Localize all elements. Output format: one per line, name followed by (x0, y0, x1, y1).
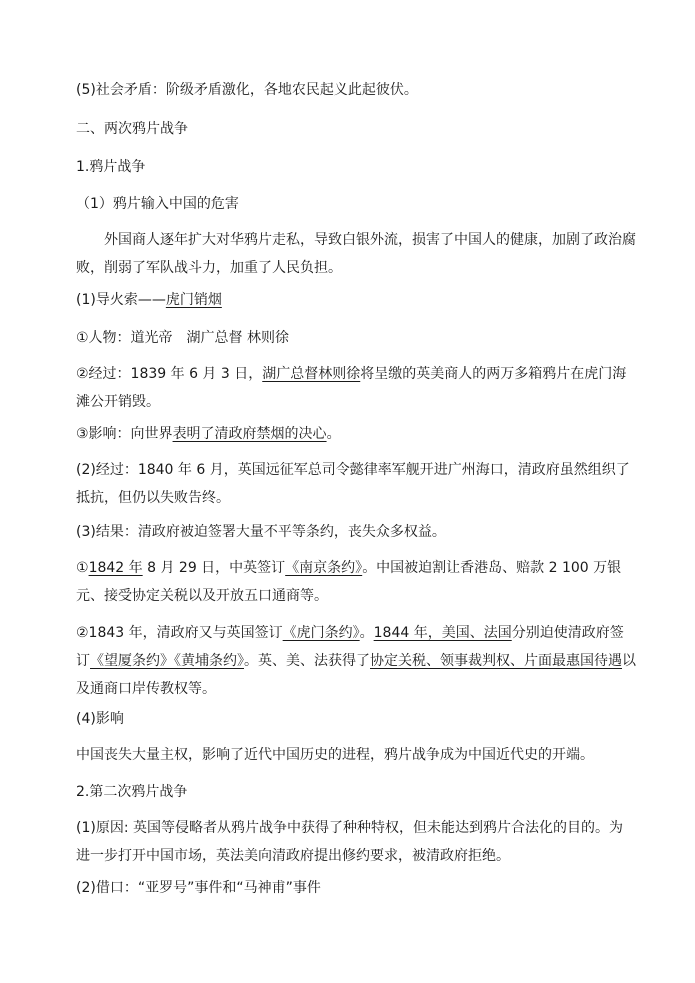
paragraph-social-conflict: (5)社会矛盾：阶级矛盾激化，各地农民起义此起彼伏。 (76, 82, 418, 98)
trigger-event: 虎门销烟 (165, 292, 222, 308)
paragraph-process (76, 360, 636, 416)
nanjing-treaty-name: 《南京条约》 (285, 560, 363, 576)
humen-suffix: 。 (359, 625, 374, 641)
influence-key-phrase: 表明了清政府禁烟的决心 (172, 426, 327, 442)
wangxia-huangpu-treaties: 《望厦条约》《黄埔条约》 (90, 653, 244, 669)
paragraph-influence (76, 423, 636, 445)
process-official: 湖广总督林则徐 (262, 366, 361, 382)
forced-sign: 分别迫使清政府签订 (76, 625, 624, 669)
nanjing-terms: 。中国被迫割让香港岛、赔款 2 100 万银元、接受协定关税以及开放五口通商等。 (76, 560, 622, 604)
section-heading-opium-wars: 二、两次鸦片战争 (76, 121, 188, 137)
paragraph-second-war-pretext: (2)借口：“亚罗号”事件和“马神甫”事件 (76, 880, 321, 896)
process-date: ②经过：1839 年 6 月 3 日， (76, 366, 263, 382)
subheading-impact: (4)影响 (76, 711, 124, 727)
paragraph-nanjing-treaty (76, 554, 636, 610)
paragraph-people: ①人物：道光帝 湖广总督 林则徐 (76, 330, 290, 346)
nanjing-marker: ① (76, 560, 89, 576)
gained-privileges: 协定关税、领事裁判权、片面最惠国待遇 (370, 653, 622, 669)
process-detail: 将呈缴的英美商人的两万多箱鸦片在虎门海滩公开销毁。 (76, 366, 627, 410)
paragraph-later-treaties (76, 619, 636, 703)
paragraph-opium-harm: 外国商人逐年扩大对华鸦片走私，导致白银外流，损害了中国人的健康，加剧了政治腐败，削弱了军队战斗力，加重了人民负担。 (76, 232, 636, 276)
subheading-opium-harm: （1）鸦片输入中国的危害 (76, 196, 239, 212)
subheading-first-opium-war: 1.鸦片战争 (76, 159, 146, 175)
paragraph-second-war-cause: (1)原因: 英国等侵略者从鸦片战争中获得了种种特权，但未能达到鸦片合法化的目的。为进一步打开中国市场，英法美向清政府提出修约要求，被清政府拒绝。 (76, 820, 623, 864)
paragraph-impact: 中国丧失大量主权，影响了近代中国历史的进程，鸦片战争成为中国近代史的开端。 (76, 747, 594, 763)
gained-suffix: 以及通商口岸传教权等。 (76, 653, 636, 697)
year-1844-us-france: 1844 年，美国、法国 (373, 625, 512, 641)
nanjing-year: 1842 年 (88, 560, 143, 576)
subheading-second-opium-war: 2.第二次鸦片战争 (76, 784, 188, 800)
nanjing-date: 8 月 29 日，中英签订 (142, 560, 286, 576)
gained-prefix: 。英、美、法获得了 (244, 653, 370, 669)
humen-treaty-name: 《虎门条约》 (282, 625, 360, 641)
paragraph-result: (3)结果：清政府被迫签署大量不平等条约，丧失众多权益。 (76, 524, 446, 540)
humen-prefix: ②1843 年，清政府又与英国签订 (76, 625, 283, 641)
influence-prefix: ③影响：向世界 (76, 426, 173, 442)
influence-suffix: 。 (326, 426, 341, 442)
paragraph-trigger (76, 289, 636, 311)
paragraph-war-course: (2)经过：1840 年 6 月，英国远征军总司令懿律率军舰开进广州海口，清政府虽然组织了抵抗，但仍以失败告终。 (76, 462, 630, 506)
trigger-label: (1)导火索—— (76, 292, 166, 308)
